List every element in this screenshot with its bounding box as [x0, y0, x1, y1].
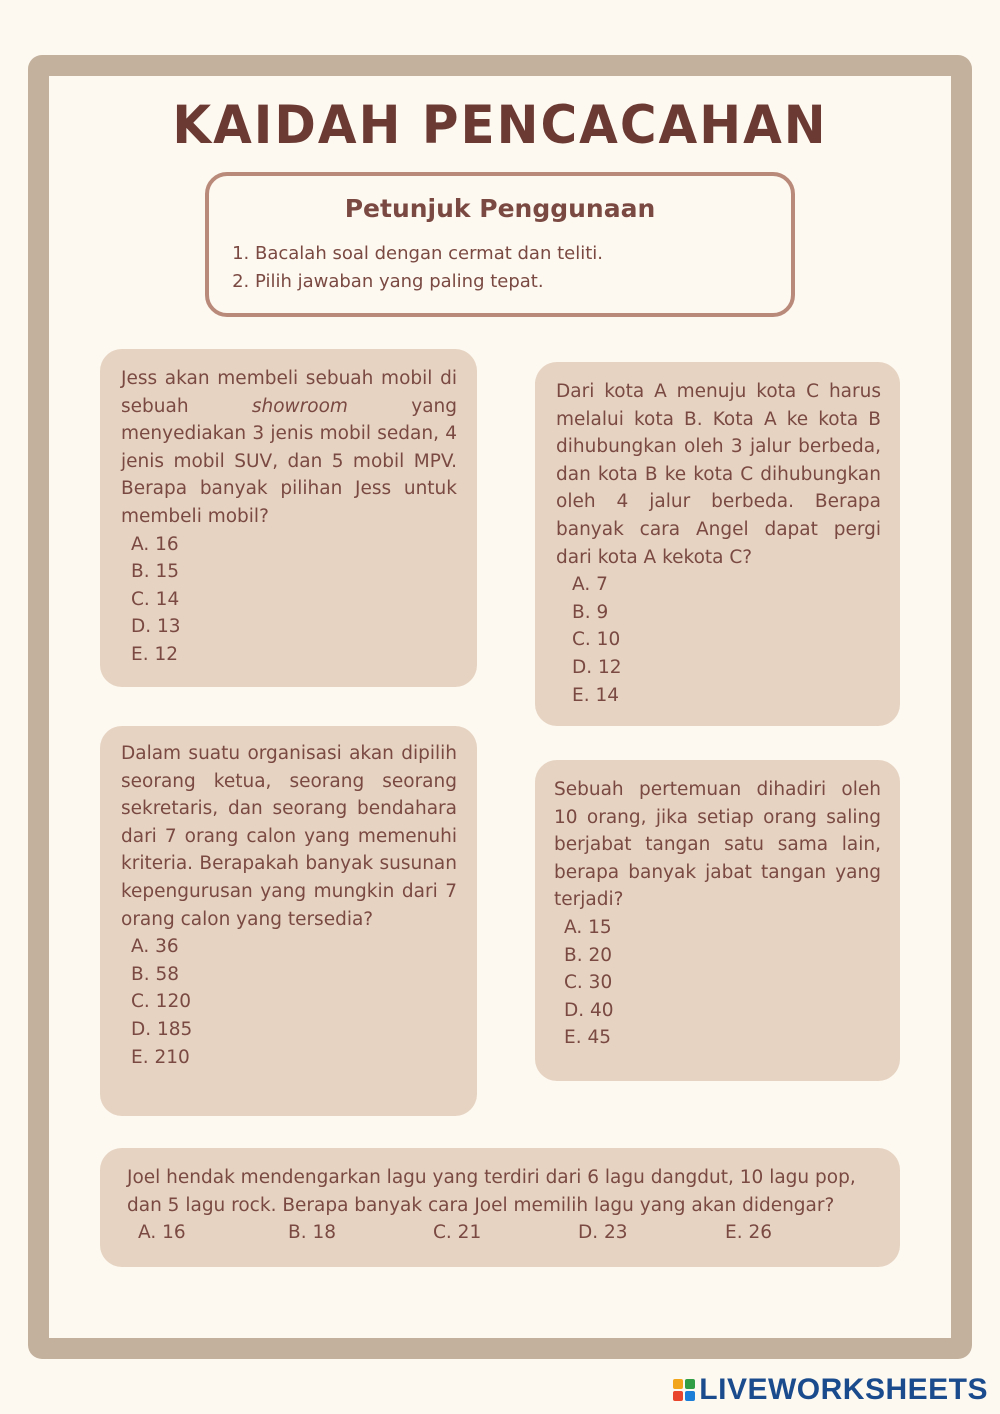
option-e[interactable]: E. 210	[131, 1046, 190, 1068]
option-a[interactable]: A. 16	[138, 1222, 186, 1244]
option-c[interactable]: C. 30	[564, 972, 613, 994]
question-card-4	[535, 760, 900, 1081]
instruction-item: 2. Pilih jawaban yang paling tepat.	[255, 268, 603, 296]
option-a[interactable]: A. 7	[572, 574, 608, 596]
option-c[interactable]: C. 10	[572, 629, 621, 651]
option-a[interactable]: A. 15	[564, 916, 612, 938]
question-text: Dalam suatu organisasi akan dipilih seorang ketua, seorang seorang sekretaris, dan seorang bendahara dari 7 orang calon yang memenuhi kriteria. Berapakah banyak susunan kepengurusan yang mungkin dari 7 orang calon yang tersedia?	[121, 743, 457, 930]
page-title: KAIDAH PENCACAHAN	[172, 94, 828, 156]
question-text-italic: showroom	[251, 395, 348, 417]
option-d[interactable]: D. 40	[564, 999, 614, 1021]
option-e[interactable]: E. 45	[564, 1027, 611, 1049]
question-card-2	[535, 362, 900, 726]
brand-watermark	[673, 1372, 988, 1408]
question-text: Joel hendak mendengarkan lagu yang terdiri dari 6 lagu dangdut, 10 lagu pop, dan 5 lagu rock. Berapa banyak cara Joel memilih lagu yang akan didengar?	[127, 1167, 856, 1216]
options-list	[121, 531, 457, 669]
option-b[interactable]: B. 15	[131, 561, 179, 583]
question-text-part: Jess akan membeli sebuah mobil di sebuah	[121, 368, 457, 417]
option-d[interactable]: D. 13	[131, 616, 181, 638]
logo-square	[685, 1379, 695, 1389]
logo-square	[673, 1391, 683, 1401]
logo-square	[673, 1379, 683, 1389]
instructions-list	[237, 240, 603, 296]
option-c[interactable]: C. 21	[433, 1222, 482, 1244]
option-e[interactable]: E. 14	[572, 684, 619, 706]
question-text	[121, 365, 457, 531]
option-a[interactable]: A. 16	[131, 533, 179, 555]
option-a[interactable]: A. 36	[131, 936, 179, 958]
options-list	[121, 933, 457, 1071]
question-card-3	[100, 726, 477, 1116]
options-row	[138, 1219, 872, 1247]
brand-logo-icon	[673, 1379, 695, 1401]
options-list	[556, 571, 881, 709]
question-text-part: yang menyediakan 3 jenis mobil sedan, 4 jenis mobil SUV, dan 5 mobil MPV. Berapa banyak pilihan Jess untuk membeli mobil?	[121, 395, 457, 527]
option-e[interactable]: E. 26	[725, 1222, 772, 1244]
option-b[interactable]: B. 18	[288, 1222, 336, 1244]
instructions-box	[205, 172, 795, 317]
option-d[interactable]: D. 185	[131, 1018, 193, 1040]
options-list	[554, 914, 881, 1052]
option-c[interactable]: C. 14	[131, 588, 180, 610]
option-d[interactable]: D. 23	[578, 1222, 628, 1244]
instructions-heading: Petunjuk Penggunaan	[344, 194, 656, 223]
logo-square	[685, 1391, 695, 1401]
option-c[interactable]: C. 120	[131, 991, 191, 1013]
option-b[interactable]: B. 20	[564, 944, 612, 966]
question-card-5	[100, 1148, 900, 1267]
brand-name: LIVEWORKSHEETS	[699, 1373, 988, 1406]
question-text: Sebuah pertemuan dihadiri oleh 10 orang, jika setiap orang saling berjabat tangan satu sama lain, berapa banyak jabat tangan yang terjadi?	[554, 779, 881, 911]
instruction-item: 1. Bacalah soal dengan cermat dan teliti.	[255, 240, 603, 268]
option-b[interactable]: B. 58	[131, 963, 179, 985]
question-card-1	[100, 349, 477, 687]
option-d[interactable]: D. 12	[572, 656, 622, 678]
option-e[interactable]: E. 12	[131, 643, 178, 665]
question-text: Dari kota A menuju kota C harus melalui kota B. Kota A ke kota B dihubungkan oleh 3 jalur berbeda, dan kota B ke kota C dihubungkan oleh 4 jalur berbeda. Berapa banyak cara Angel dapat pergi dari kota A kekota C?	[556, 381, 881, 568]
option-b[interactable]: B. 9	[572, 601, 609, 623]
